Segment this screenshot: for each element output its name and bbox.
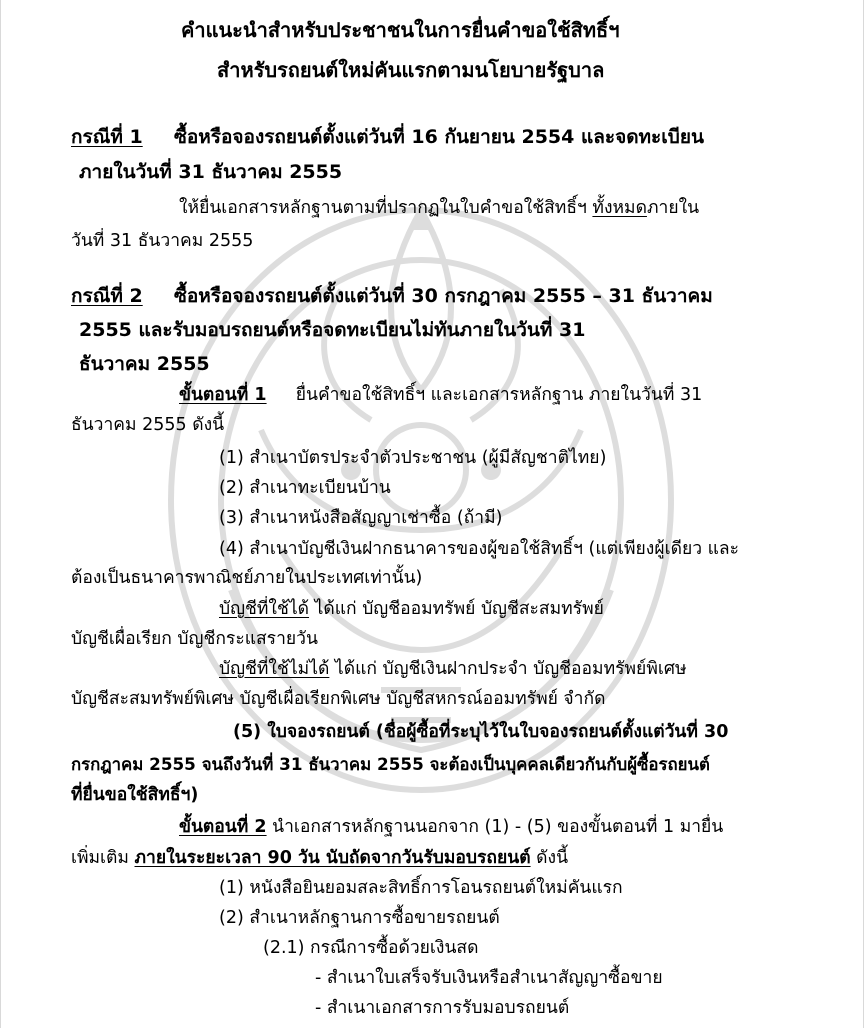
step1-item-1: (1) สำเนาบัตรประจำตัวประชาชน (ผู้มีสัญชาติไทย)	[219, 448, 607, 468]
step2-sub-heading: (2.1) กรณีการซื้อด้วยเงินสด	[263, 938, 479, 958]
step2-sub-item-1: - สำเนาใบเสร็จรับเงินหรือสำเนาสัญญาซื้อขาย	[315, 968, 663, 988]
step1-item-4: (4) สำเนาบัญชีเงินฝากธนาคารของผู้ขอใช้สิทธิ์ฯ (แต่เพียงผู้เดียว และ	[219, 539, 739, 559]
step1-item-4-cont: ต้องเป็นธนาคารพาณิชย์ภายในประเทศเท่านั้น)	[71, 568, 423, 588]
case1-body-emphasis: ทั้งหมด	[592, 198, 647, 218]
case2-heading-cont-2: ธันวาคม 2555	[79, 353, 210, 375]
step1-item-5-cont-1: กรกฎาคม 2555 จนถึงวันที่ 31 ธันวาคม 2555 จะต้องเป็นบุคคลเดียวกันกับผู้ซื้อรถยนต์	[71, 754, 710, 774]
step1-item-2: (2) สำเนาทะเบียนบ้าน	[219, 478, 391, 498]
step2-label: ขั้นตอนที่ 2	[179, 817, 267, 837]
unusable-accounts-label: บัญชีที่ใช้ไม่ได้	[219, 659, 330, 679]
usable-accounts-line	[219, 597, 604, 621]
usable-accounts-text: ได้แก่ บัญชีออมทรัพย์ บัญชีสะสมทรัพย์	[309, 599, 604, 619]
step2-text: นำเอกสารหลักฐานนอกจาก (1) - (5) ของขั้นตอนที่ 1 มายื่น	[266, 817, 724, 837]
usable-accounts-cont: บัญชีเผื่อเรียก บัญชีกระแสรายวัน	[71, 629, 318, 649]
usable-accounts-label: บัญชีที่ใช้ได้	[219, 599, 310, 619]
case1-heading-cont: ภายในวันที่ 31 ธันวาคม 2555	[79, 161, 343, 183]
case1-heading-text: ซื้อหรือจองรถยนต์ตั้งแต่วันที่ 16 กันยายน 2554 และจดทะเบียน	[173, 126, 704, 148]
unusable-accounts-cont: บัญชีสะสมทรัพย์พิเศษ บัญชีเผื่อเรียกพิเศษ บัญชีสหกรณ์ออมทรัพย์ จำกัด	[71, 689, 606, 709]
case1-label: กรณีที่ 1	[71, 126, 143, 148]
case1-body-end: ภายใน	[646, 198, 700, 218]
step2-sub-item-2: - สำเนาเอกสารการรับมอบรถยนต์	[315, 998, 570, 1018]
title-line-1: คำแนะนำสำหรับประชาชนในการยื่นคำขอใช้สิทธิ์ฯ	[181, 18, 620, 42]
title-line-2: สำหรับรถยนต์ใหม่คันแรกตามนโยบายรัฐบาล	[217, 58, 605, 82]
step2-line-2	[71, 846, 568, 870]
step2-deadline: ภายในระยะเวลา 90 วัน นับถัดจากวันรับมอบรถยนต์	[134, 848, 531, 868]
case1-heading	[71, 125, 704, 149]
step2-item-2: (2) สำเนาหลักฐานการซื้อขายรถยนต์	[219, 908, 500, 928]
case2-heading	[71, 284, 713, 308]
step2-text-end: ดังนี้	[530, 848, 569, 868]
case1-body-text: ให้ยื่นเอกสารหลักฐานตามที่ปรากฏในใบคำขอใช้สิทธิ์ฯ	[179, 198, 593, 218]
step1-line-1	[179, 383, 702, 407]
case1-body-line-1	[179, 196, 699, 220]
step1-item-5-cont-2: ที่ยื่นขอใช้สิทธิ์ฯ)	[71, 785, 199, 805]
case1-body-line-2: วันที่ 31 ธันวาคม 2555	[71, 231, 254, 251]
step1-item-3: (3) สำเนาหนังสือสัญญาเช่าซื้อ (ถ้ามี)	[219, 508, 503, 528]
unusable-accounts-text: ได้แก่ บัญชีเงินฝากประจำ บัญชีออมทรัพย์พิเศษ	[329, 659, 687, 679]
unusable-accounts-line	[219, 657, 686, 681]
step1-line-2: ธันวาคม 2555 ดังนี้	[71, 415, 225, 435]
step2-item-1: (1) หนังสือยินยอมสละสิทธิ์การโอนรถยนต์ใหม่คันแรก	[219, 878, 623, 898]
step1-label: ขั้นตอนที่ 1	[179, 385, 267, 405]
step2-line-1	[179, 815, 723, 839]
step1-text: ยื่นคำขอใช้สิทธิ์ฯ และเอกสารหลักฐาน ภายในวันที่ 31	[295, 385, 703, 405]
case2-heading-text: ซื้อหรือจองรถยนต์ตั้งแต่วันที่ 30 กรกฎาคม 2555 – 31 ธันวาคม	[173, 285, 713, 307]
case2-heading-cont-1: 2555 และรับมอบรถยนต์หรือจดทะเบียนไม่ทันภายในวันที่ 31	[79, 319, 586, 341]
step2-text-start: เพิ่มเติม	[71, 848, 135, 868]
case2-label: กรณีที่ 2	[71, 285, 143, 307]
step1-item-5: (5) ใบจองรถยนต์ (ชื่อผู้ซื้อที่ระบุไว้ในใบจองรถยนต์ตั้งแต่วันที่ 30	[233, 722, 729, 742]
